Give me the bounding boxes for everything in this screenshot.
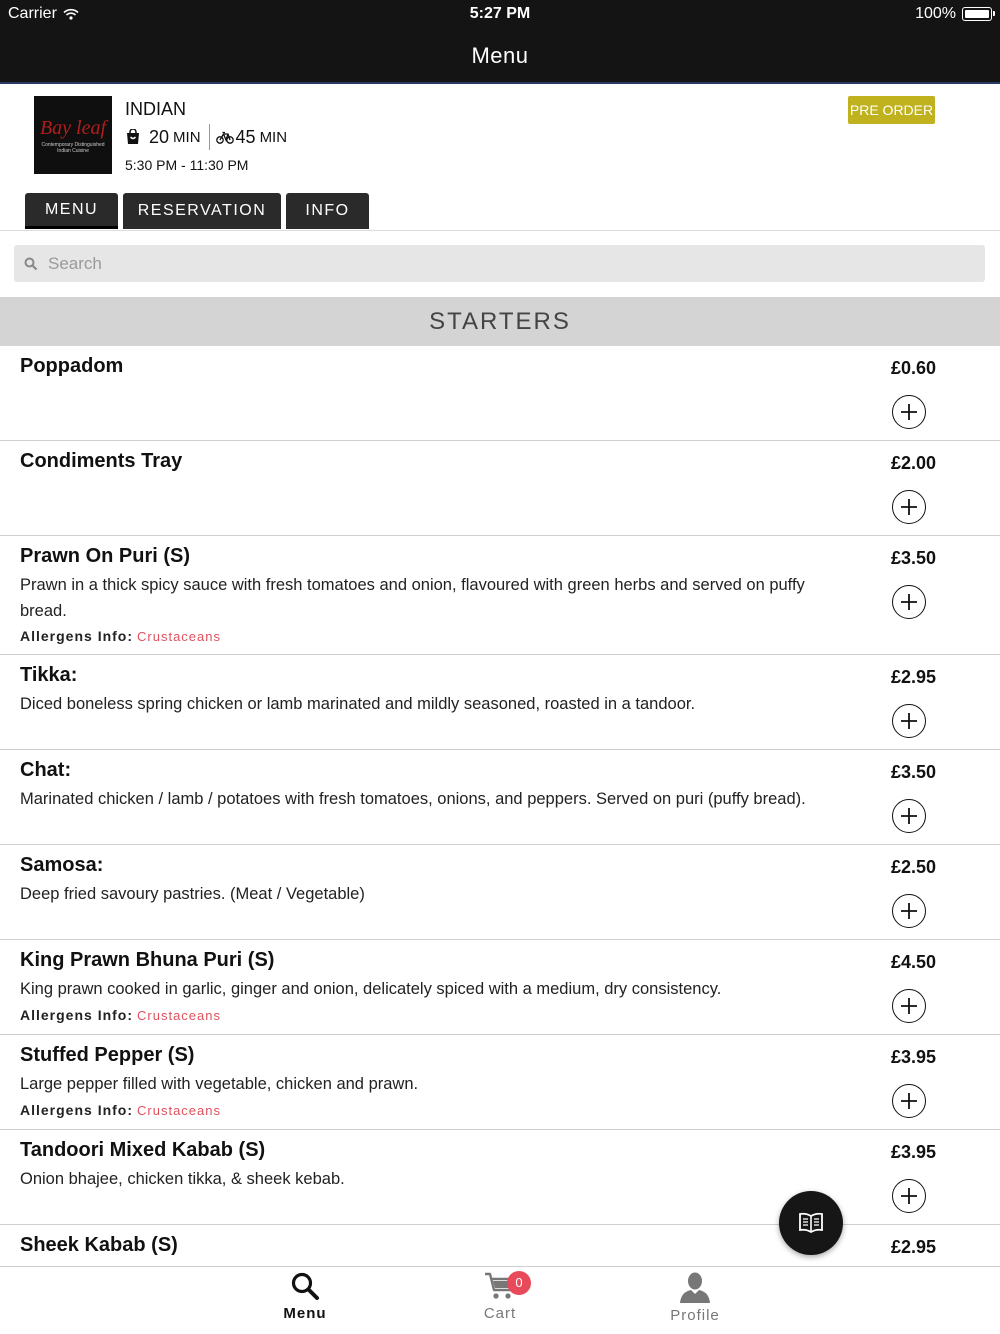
item-description: Deep fried savoury pastries. (Meat / Vegetable) (20, 885, 365, 903)
bicycle-icon (216, 130, 234, 144)
item-price: £0.60 (890, 358, 936, 378)
menu-item (0, 346, 1000, 441)
item-name: King Prawn Bhuna Puri (S) (20, 949, 275, 971)
item-price: £2.95 (890, 1237, 936, 1257)
plus-icon (899, 711, 919, 731)
add-item-button[interactable] (892, 894, 926, 928)
item-description: Diced boneless spring chicken or lamb marinated and mildly seasoned, roasted in a tandoor. (20, 695, 696, 713)
allergen-info: Allergens Info: Crustaceans (20, 628, 221, 644)
status-time: 5:27 PM (469, 5, 531, 22)
item-description: Large pepper filled with vegetable, chicken and prawn. (20, 1075, 419, 1093)
restaurant-logo (34, 96, 112, 174)
allergen-info: Allergens Info: Crustaceans (20, 1102, 221, 1118)
item-price: £2.00 (890, 453, 936, 473)
menu-book-button[interactable] (779, 1191, 843, 1255)
add-item-button[interactable] (892, 1179, 926, 1213)
menu-item (0, 536, 1000, 655)
add-item-button[interactable] (892, 395, 926, 429)
category-header: STARTERS (0, 297, 1000, 346)
carrier-label: Carrier (8, 5, 57, 22)
item-description: Onion bhajee, chicken tikka, & sheek kebab. (20, 1170, 345, 1188)
opening-hours: 5:30 PM - 11:30 PM (125, 157, 249, 173)
logo-wordmark: Bay leaf (39, 116, 107, 139)
cart-count-badge: 0 (507, 1271, 531, 1295)
plus-icon (899, 592, 919, 612)
tabbar-label: Profile (670, 1307, 720, 1324)
battery-icon (962, 7, 992, 21)
tab-reservation[interactable]: RESERVATION (123, 193, 281, 229)
item-price: £3.95 (890, 1142, 936, 1162)
collection-bag-icon (125, 129, 141, 145)
item-name: Prawn On Puri (S) (20, 545, 191, 567)
delivery-times (125, 124, 287, 150)
delivery-time: 45 (235, 126, 256, 147)
item-price: £2.50 (890, 857, 936, 877)
search-bar (14, 245, 985, 282)
bottom-tab-bar (0, 1266, 1000, 1334)
plus-icon (899, 1186, 919, 1206)
search-input[interactable] (48, 254, 948, 274)
tabbar-item-profile[interactable] (635, 1271, 755, 1324)
plus-icon (899, 806, 919, 826)
add-item-button[interactable] (892, 585, 926, 619)
delivery-unit: MIN (259, 128, 288, 146)
item-name: Tandoori Mixed Kabab (S) (20, 1139, 266, 1161)
menu-item (0, 441, 1000, 536)
add-item-button[interactable] (892, 989, 926, 1023)
battery-percent: 100% (915, 5, 956, 22)
plus-icon (899, 402, 919, 422)
plus-icon (899, 901, 919, 921)
times-divider (209, 124, 210, 150)
menu-item (0, 655, 1000, 750)
tabbar-item-menu[interactable] (245, 1271, 365, 1322)
profile-icon (678, 1271, 712, 1303)
item-price: £2.95 (890, 667, 936, 687)
add-item-button[interactable] (892, 704, 926, 738)
item-name: Sheek Kabab (S) (20, 1234, 178, 1256)
plus-icon (899, 497, 919, 517)
menu-item (0, 1035, 1000, 1130)
menu-item (0, 940, 1000, 1035)
tabbar-label: Cart (483, 1305, 517, 1322)
add-item-button[interactable] (892, 799, 926, 833)
item-description: Marinated chicken / lamb / potatoes with fresh tomatoes, onions, and peppers. Served on puri (puffy bread). (20, 790, 806, 808)
search-icon (290, 1271, 320, 1301)
item-name: Tikka: (20, 664, 78, 686)
top-bar (0, 0, 1000, 84)
collection-time: 20 (149, 126, 170, 147)
tabs-divider (0, 230, 1000, 231)
tabbar-item-cart[interactable] (440, 1271, 560, 1322)
item-name: Chat: (20, 759, 72, 781)
item-description: Prawn in a thick spicy sauce with fresh tomatoes and onion, flavoured with green herbs and served on puffy bread. (20, 576, 805, 620)
cuisine-label: INDIAN (125, 99, 187, 119)
allergen-value: Crustaceans (137, 1103, 221, 1118)
page-title: Menu (471, 43, 529, 68)
item-description: King prawn cooked in garlic, ginger and onion, delicately spiced with a medium, dry consistency. (20, 980, 722, 998)
item-price: £3.50 (890, 548, 936, 568)
allergen-info: Allergens Info: Crustaceans (20, 1007, 221, 1023)
item-price: £3.95 (890, 1047, 936, 1067)
status-battery (915, 5, 992, 23)
item-price: £4.50 (890, 952, 936, 972)
menu-item (0, 1130, 1000, 1225)
item-name: Condiments Tray (20, 450, 183, 472)
collection-unit: MIN (173, 128, 201, 146)
tab-info[interactable]: INFO (286, 193, 369, 229)
add-item-button[interactable] (892, 1084, 926, 1118)
book-icon (798, 1212, 824, 1234)
tab-menu[interactable]: MENU (25, 193, 118, 229)
plus-icon (899, 996, 919, 1016)
plus-icon (899, 1091, 919, 1111)
menu-items-list[interactable] (0, 346, 1000, 1266)
menu-item (0, 845, 1000, 940)
tabbar-label: Menu (283, 1305, 327, 1322)
section-tabs (25, 193, 369, 229)
item-name: Samosa: (20, 854, 104, 876)
allergen-value: Crustaceans (137, 629, 221, 644)
menu-item (0, 1225, 1000, 1266)
pre-order-button[interactable]: PRE ORDER (848, 96, 935, 124)
menu-item (0, 750, 1000, 845)
item-name: Poppadom (20, 355, 124, 377)
search-icon (24, 257, 38, 271)
logo-tagline: Contemporary Distinguished Indian Cuisine (41, 141, 105, 154)
item-name: Stuffed Pepper (S) (20, 1044, 195, 1066)
item-price: £3.50 (890, 762, 936, 782)
add-item-button[interactable] (892, 490, 926, 524)
allergen-value: Crustaceans (137, 1008, 221, 1023)
